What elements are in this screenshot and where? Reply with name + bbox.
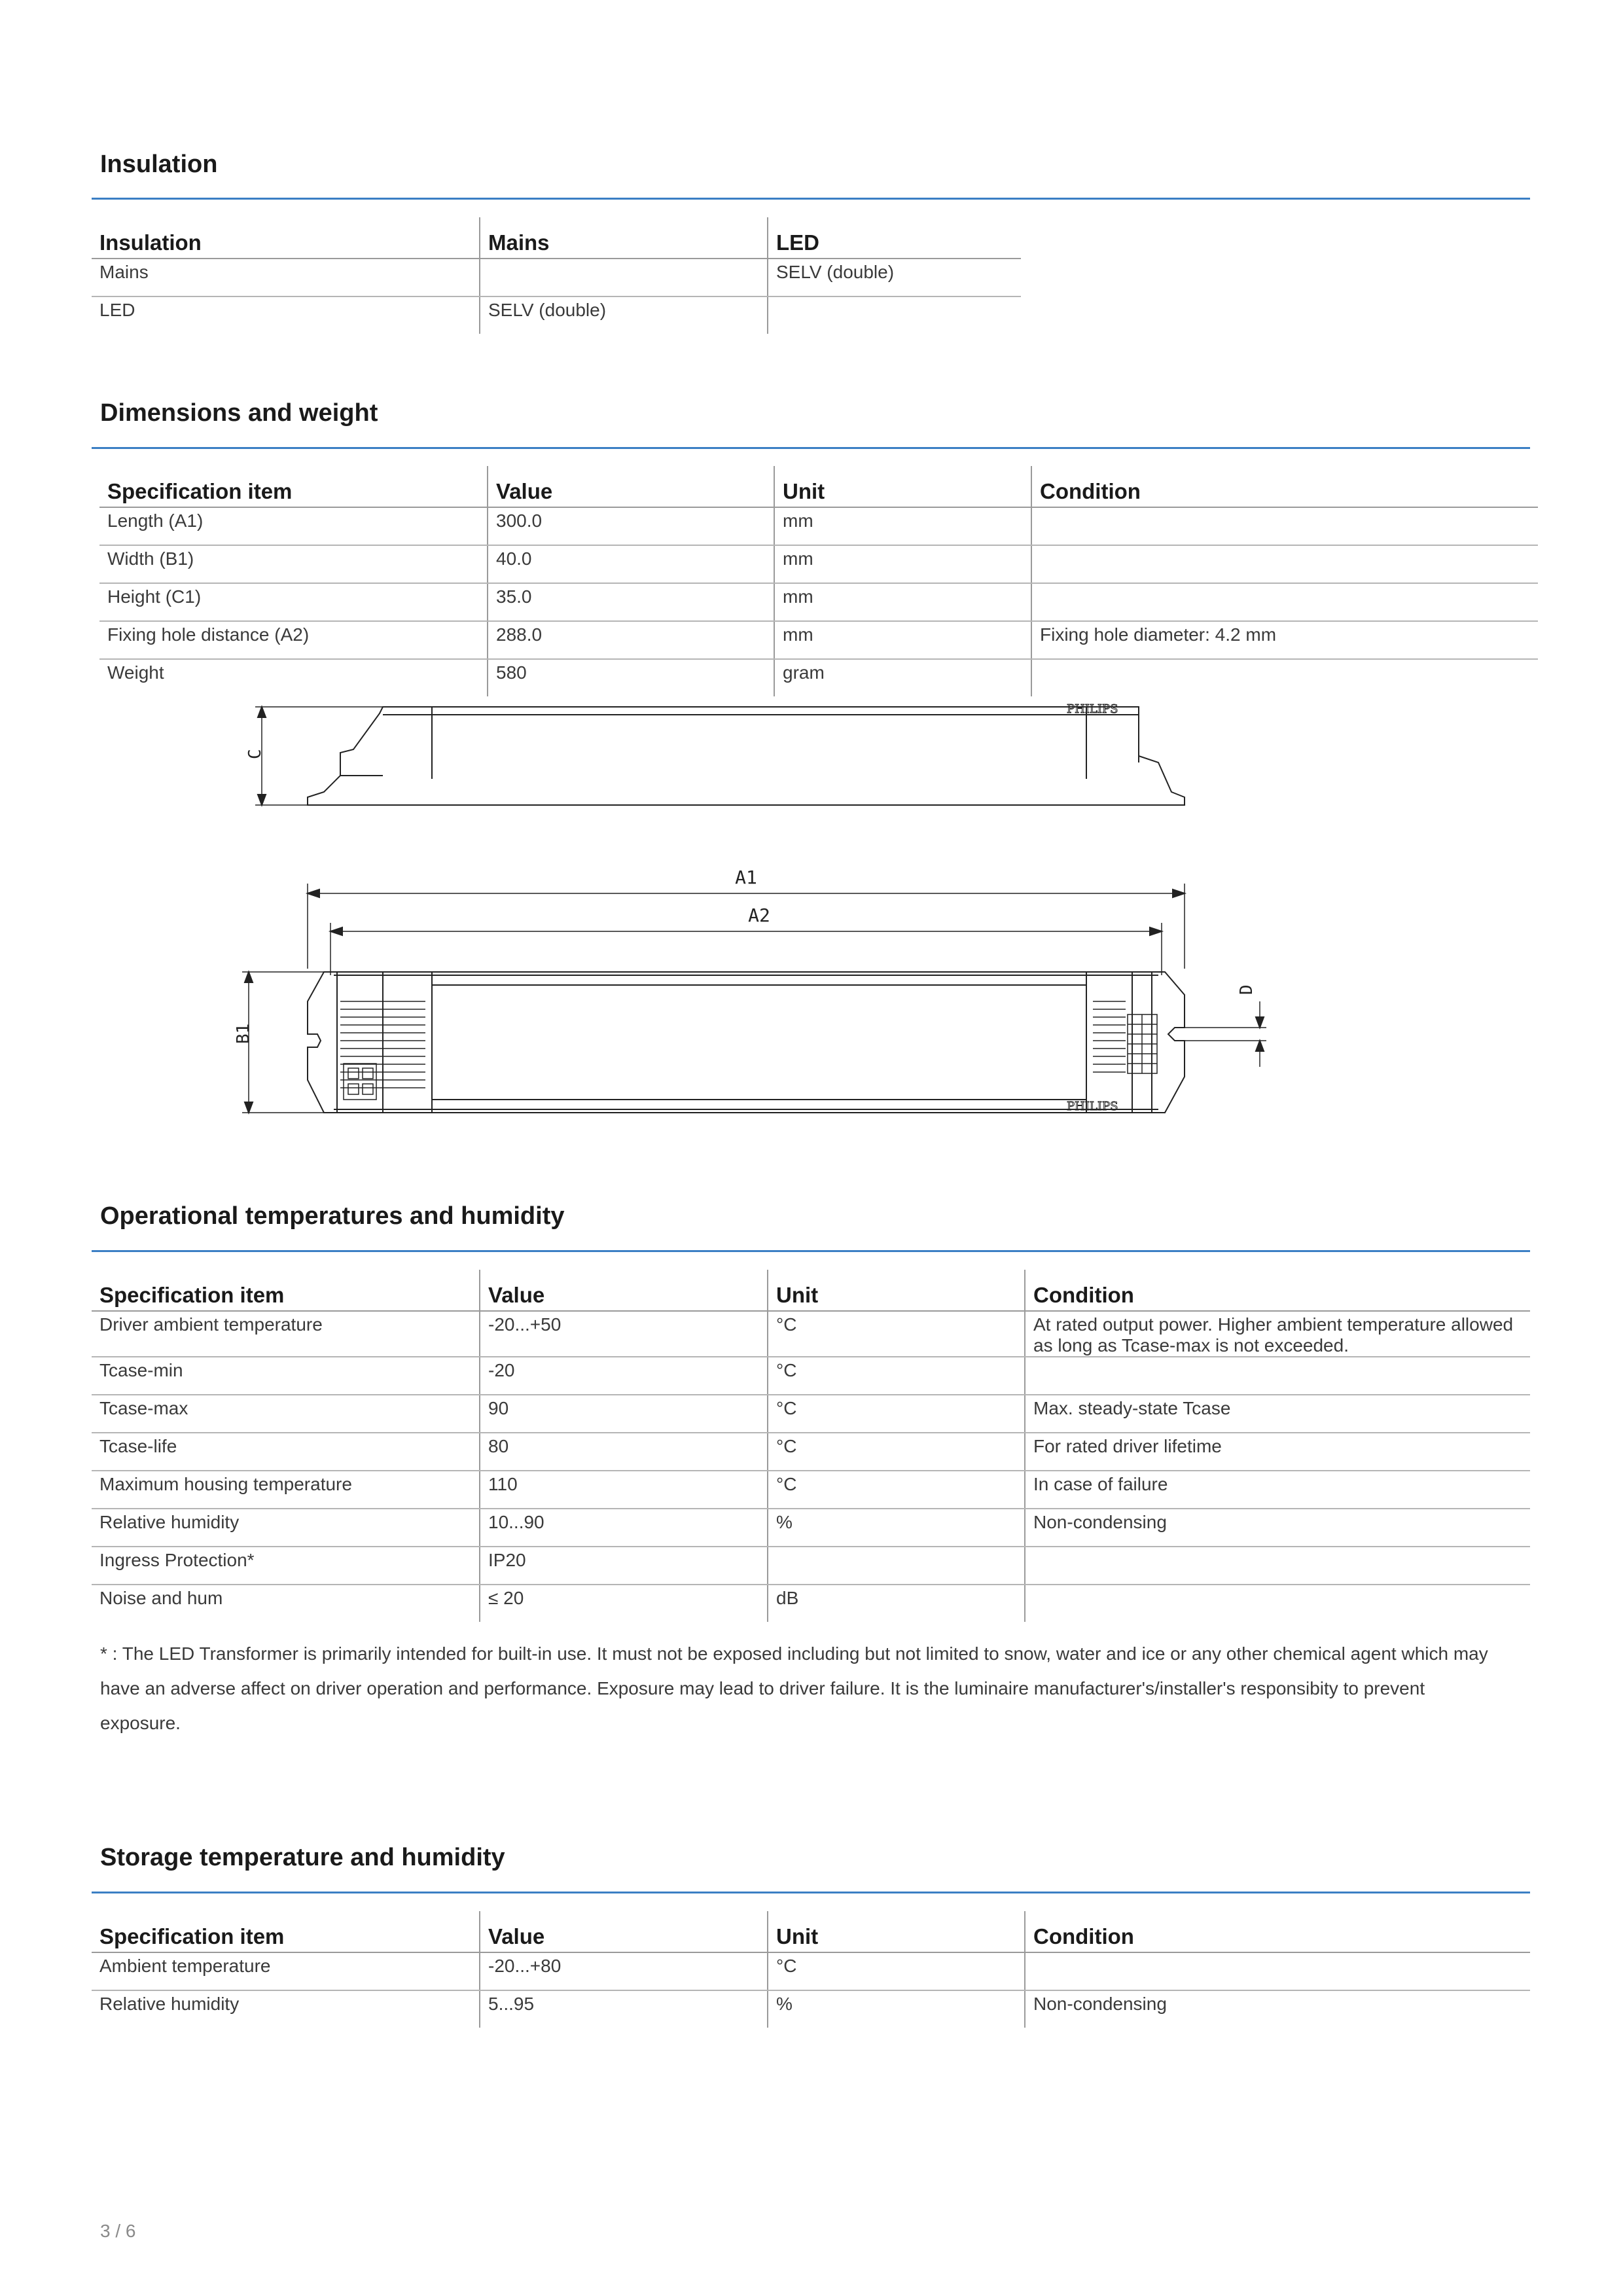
top-view [308,972,1185,1113]
storage-title: Storage temperature and humidity [100,1844,505,1871]
brand-label-top: PHILIPS [1067,1100,1118,1113]
table-cell: mm [774,621,1031,659]
table-row [92,1395,1530,1433]
table-row [99,621,1538,659]
table-row [99,545,1538,583]
table-cell: IP20 [480,1547,768,1585]
table-cell [768,1547,1025,1585]
table-cell: Weight [107,662,164,683]
brand-label-side: PHILIPS [1067,702,1118,716]
header-row [99,466,1538,507]
table-cell [1025,1952,1530,1990]
table-cell: Tcase-life [92,1433,480,1471]
table-cell: LED [99,300,135,320]
table-cell: ≤ 20 [480,1585,768,1622]
operational-table [92,1270,1530,1622]
label-b1: B1 [234,1023,253,1044]
column-header: Mains [480,217,768,259]
table-row [99,507,1538,545]
table-cell: mm [774,583,1031,621]
table-row [92,1952,1530,1990]
table-cell: 300.0 [488,507,774,545]
header-row [92,1911,1530,1952]
table-row [92,1547,1530,1585]
column-header: LED [768,217,1021,259]
table-cell [1031,507,1538,545]
table-cell: SELV (double) [768,259,1021,296]
table-cell: dB [768,1585,1025,1622]
table-cell: Length (A1) [99,507,488,545]
input-terminal [344,1064,376,1100]
table-cell: Ambient temperature [92,1952,480,1990]
table-cell: 288.0 [488,621,774,659]
table-row [92,1585,1530,1622]
table-cell: Non-condensing [1025,1509,1530,1547]
table-cell: -20...+80 [480,1952,768,1990]
column-header: Unit [768,1270,1025,1311]
table-cell [1031,659,1538,696]
table-row [92,1990,1530,2028]
table-cell: gram [774,659,1031,696]
insulation-table [92,217,1021,334]
table-cell: Width (B1) [99,545,488,583]
table-cell: 110 [480,1471,768,1509]
side-view [255,707,1185,805]
column-header: Specification item [99,466,488,507]
table-cell: °C [768,1433,1025,1471]
insulation-title: Insulation [100,151,218,178]
label-a2: A2 [748,905,770,926]
table-cell [480,259,768,296]
insulation-divider [92,198,1530,200]
column-header: Condition [1025,1270,1530,1311]
table-cell: In case of failure [1025,1471,1530,1509]
header-row [92,217,1021,259]
table-cell [1025,1357,1530,1395]
header-row [92,1270,1530,1311]
table-cell: Maximum housing temperature [92,1471,480,1509]
column-header: Condition [1025,1911,1530,1952]
table-cell: For rated driver lifetime [1025,1433,1530,1471]
table-cell [1025,1585,1530,1622]
storage-table [92,1911,1530,2028]
dimensions-divider [92,447,1530,449]
table-cell [1025,1547,1530,1585]
table-row [99,583,1538,621]
table-cell: Mains [92,259,480,296]
column-header: Unit [768,1911,1025,1952]
label-d: D [1237,984,1257,995]
table-cell: SELV (double) [480,296,768,334]
column-header: Unit [774,466,1031,507]
table-cell: -20 [480,1357,768,1395]
dimensions-table [99,466,1538,696]
column-header: Specification item [92,1270,480,1311]
table-cell: Max. steady-state Tcase [1025,1395,1530,1433]
table-cell: mm [774,545,1031,583]
table-cell: Noise and hum [99,1588,223,1608]
column-header: Value [480,1270,768,1311]
table-row [92,1311,1530,1357]
table-cell: Ingress Protection* [92,1547,480,1585]
operational-divider [92,1250,1530,1252]
table-cell: °C [768,1952,1025,1990]
operational-title: Operational temperatures and humidity [100,1202,565,1230]
table-cell [1031,545,1538,583]
table-cell: 80 [480,1433,768,1471]
table-cell: Tcase-max [92,1395,480,1433]
column-header: Condition [1031,466,1538,507]
table-row [92,1509,1530,1547]
table-cell: Tcase-min [92,1357,480,1395]
table-cell: 90 [480,1395,768,1433]
table-cell: -20...+50 [480,1311,768,1357]
column-header: Specification item [92,1911,480,1952]
operational-footnote: * : The LED Transformer is primarily intended for built-in use. It must not be exposed including but not limited to snow, water and ice or any other chemical agent which may have an adverse affect on driver operation and performance. Exposure may lead to driver failure. It is the luminaire manufacturer's/installer's responsibity to prevent exposure. [100,1643,1488,1733]
table-cell: Height (C1) [99,583,488,621]
page-number: 3 / 6 [100,2221,136,2241]
table-cell [768,296,1021,334]
vent-slots-right [1093,1001,1126,1072]
table-row [92,259,1021,296]
table-cell: mm [774,507,1031,545]
table-cell: Non-condensing [1025,1990,1530,2028]
table-row [92,1433,1530,1471]
table-cell: 40.0 [488,545,774,583]
table-cell: % [768,1509,1025,1547]
dimension-drawing [223,694,1296,1126]
table-cell: °C [768,1357,1025,1395]
table-cell: Relative humidity [92,1509,480,1547]
column-header: Value [480,1911,768,1952]
table-cell: 35.0 [488,583,774,621]
table-cell: 580 [488,659,774,696]
table-cell: % [768,1990,1025,2028]
table-cell: Relative humidity [99,1994,240,2014]
dimensions-title: Dimensions and weight [100,399,378,427]
table-row [99,659,1538,696]
table-cell: At rated output power. Higher ambient temperature allowed as long as Tcase-max is not exceeded. [1025,1311,1530,1357]
table-cell: Fixing hole distance (A2) [99,621,488,659]
table-cell: °C [768,1471,1025,1509]
table-cell: 5...95 [480,1990,768,2028]
table-row [92,1471,1530,1509]
table-cell: Fixing hole diameter: 4.2 mm [1031,621,1538,659]
table-cell: Driver ambient temperature [92,1311,480,1357]
column-header: Value [488,466,774,507]
table-row [92,296,1021,334]
label-a1: A1 [735,867,757,888]
column-header: Insulation [92,217,480,259]
label-c: C [245,749,265,759]
table-cell: 10...90 [480,1509,768,1547]
storage-divider [92,1892,1530,1893]
table-cell: °C [768,1395,1025,1433]
table-cell: °C [768,1311,1025,1357]
table-row [92,1357,1530,1395]
table-cell [1031,583,1538,621]
